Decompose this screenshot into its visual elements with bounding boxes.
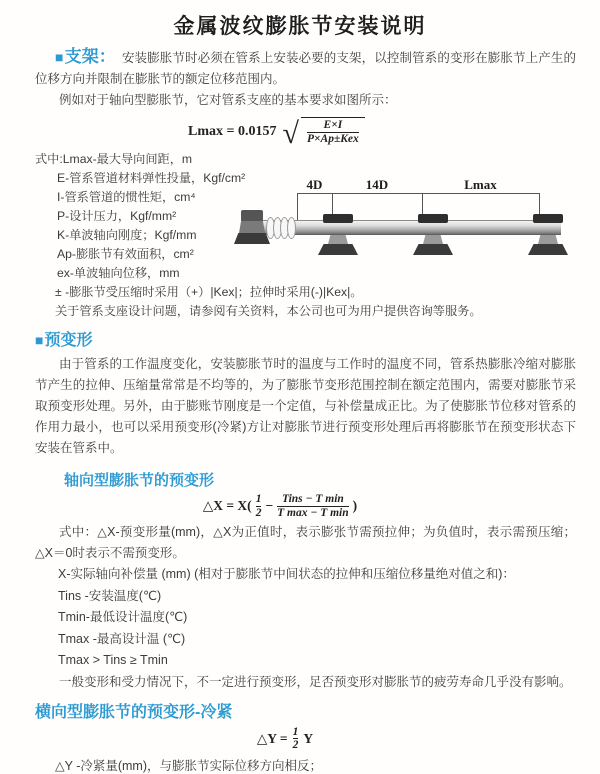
axial-note: 一般变形和受力情况下，不一定进行预变形，足否预变形对膨胀节的疲劳寿命几乎没有影响。 [59, 674, 572, 689]
formula-lhs: Lmax = 0.0157 [188, 123, 277, 139]
axial-definition-list [58, 564, 600, 672]
anchor-support-icon [237, 210, 267, 256]
support-base [318, 244, 358, 255]
dimension-label-lmax: Lmax [464, 177, 497, 192]
dimension-line [297, 193, 540, 194]
lateral-preform-formula [0, 726, 570, 752]
anchor-foot [234, 233, 270, 244]
axial-preform-formula [0, 493, 560, 519]
guide-support-icon [411, 206, 455, 256]
support-saddle [423, 235, 443, 244]
bracket-section-heading: 支架： [64, 47, 116, 66]
definitions-and-diagram [0, 150, 600, 321]
minus-sign: − [265, 498, 274, 513]
section-square-icon: ■ [55, 49, 64, 65]
axial-subheading: 轴向型膨胀节的预变形 [64, 472, 215, 489]
definition-line: Tmin-最低设计温度(℃) [58, 610, 188, 624]
definition-line: E-管系管道材料弹性投量，Kgf/cm² [57, 171, 246, 185]
bracket-section-body: 安装膨胀节时必须在管系上安装必要的支架，以控制管系的变形在膨胀节上产生的位移方向并限制在膨胀节的额定位移范围内。 [35, 51, 576, 86]
fraction-denominator: P×Ap±Kex [306, 132, 359, 145]
fraction-numerator: 1 [255, 493, 262, 505]
fraction-denominator: 2 [255, 506, 262, 519]
formula-fraction [301, 117, 365, 146]
definition-line: 式中:Lmax-最大导向间距，m [35, 152, 193, 166]
fraction-denominator: T max − T min [277, 506, 349, 519]
definition-line: ± -膨胀节受压缩时采用（+）|Kex|；拉伸时采用(-)|Kex|。 [55, 285, 363, 299]
definition-line: Ap-膨胀节有效面积，cm² [57, 247, 194, 261]
lateral-subheading: 横向型膨胀节的预变形-冷紧 [35, 703, 233, 721]
guide-support-icon [526, 206, 570, 256]
bracket-paragraph [35, 46, 576, 90]
right-paren: ) [352, 498, 358, 513]
preform-section-heading [35, 327, 600, 350]
bracket-example-line: 例如对于轴向型膨胀节，它对管系支座的基本要求如图所示： [59, 93, 397, 107]
definition-line: Tmax > Tins ≥ Tmin [58, 653, 168, 667]
support-base [528, 244, 568, 255]
support-saddle [538, 235, 558, 244]
pipe-support-diagram [243, 176, 578, 264]
dimension-label-14d: 14D [365, 177, 389, 192]
fraction-numerator: E×I [323, 119, 343, 131]
support-base [413, 244, 453, 255]
fraction-numerator: 1 [292, 725, 299, 738]
support-clamp [418, 214, 448, 223]
formula-fraction [277, 493, 349, 519]
anchor-head [241, 210, 263, 222]
definition-line: Tmax -最高设计温 (℃) [58, 631, 186, 646]
formula-lhs: △Y = [256, 730, 288, 746]
section-square-icon: ■ [35, 332, 44, 348]
support-saddle [328, 235, 348, 244]
document-page [0, 10, 600, 773]
formula-lhs: △X = X( [202, 498, 252, 513]
dimension-tick [297, 193, 298, 220]
anchor-neck [239, 221, 265, 233]
fraction-numerator: Tins − T min [281, 493, 344, 505]
definition-line: Tins -安装温度(℃) [58, 588, 162, 603]
definition-line: I-管系管道的惯性矩，cm⁴ [57, 190, 196, 204]
definition-line: X-实际轴向补偿量 (mm) (相对于膨胀节中间状态的拉伸和压缩位移量绝对值之和)： [58, 567, 515, 581]
radical-sign-icon: √ [282, 116, 299, 150]
bellows-icon [266, 217, 294, 239]
definition-line: P-设计压力，Kgf/mm² [57, 209, 177, 223]
preform-paragraph: 由于管系的工作温度变化，安装膨胀节时的温度与工作时的温度不同，管系热膨胀冷缩对膨胀节产生的拉伸、压缩量常常是不均等的，为了膨胀节变形范围控制在额定范围内，需要对膨胀节采取预变形处理。另外，由于膨账节刚度是一个定值，与补偿量成正比。为了使膨胀节位移对管系的作用力最小，也可以采用预变形(冷紧)方让对膨胀节进行预变形处理后再将膨胀节在预变形状态下安装在管系中。 [35, 357, 576, 455]
guide-support-icon [316, 206, 360, 256]
axial-where-intro: 式中：△X-预变形量(mm)，△X为正值时，表示膨张节需预拉伸；为负值时，表示需预压缩；△X＝0时表示不需预变形。 [35, 525, 576, 560]
fraction-denominator: 2 [292, 739, 299, 751]
definition-line: K-单波轴向刚度；Kgf/mm [57, 228, 197, 242]
lmax-formula [188, 116, 600, 150]
support-clamp [533, 214, 563, 223]
dimension-label-4d: 4D [306, 177, 323, 192]
support-clamp [323, 214, 353, 223]
preform-heading-label: 预变形 [44, 332, 93, 349]
page-title: 金属波纹膨胀节安装说明 [173, 15, 427, 38]
definition-line: 关于管系支座设计问题，请参阅有关资料，本公司也可为用户提供咨询等服务。 [55, 304, 482, 318]
lateral-note: △Y -冷紧量(mm)，与膨胀节实际位移方向相反； [55, 758, 323, 773]
formula-rhs: Y [303, 730, 314, 746]
definition-line: ex-单波轴向位移，mm [57, 266, 180, 280]
formula-fraction [293, 726, 299, 752]
formula-fraction [256, 493, 262, 519]
